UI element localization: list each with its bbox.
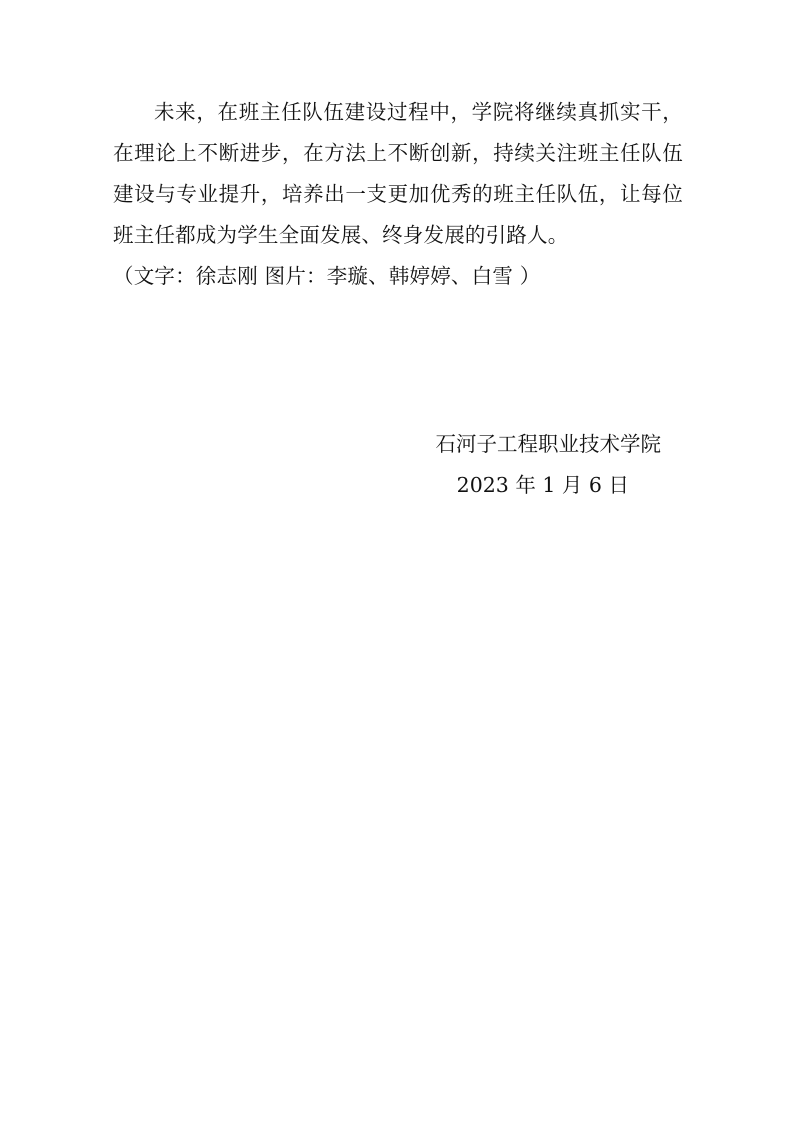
- organization-name: 石河子工程职业技术学院: [435, 432, 661, 456]
- paragraph-main: 未来，在班主任队伍建设过程中，学院将继续真抓实干，在理论上不断进步，在方法上不断创新，持续关注班主任队伍建设与专业提升，培养出一支更加优秀的班主任队伍，让每位班主任都成为学生全面发展、终身发展的引路人。: [113, 100, 683, 247]
- signature-block: [113, 424, 683, 506]
- document-date: 2023 年 1 月 6 日: [456, 473, 629, 497]
- credit-line: （文字：徐志刚 图片：李璇、韩婷婷、白雪 ）: [113, 264, 541, 288]
- document-body: [113, 92, 683, 297]
